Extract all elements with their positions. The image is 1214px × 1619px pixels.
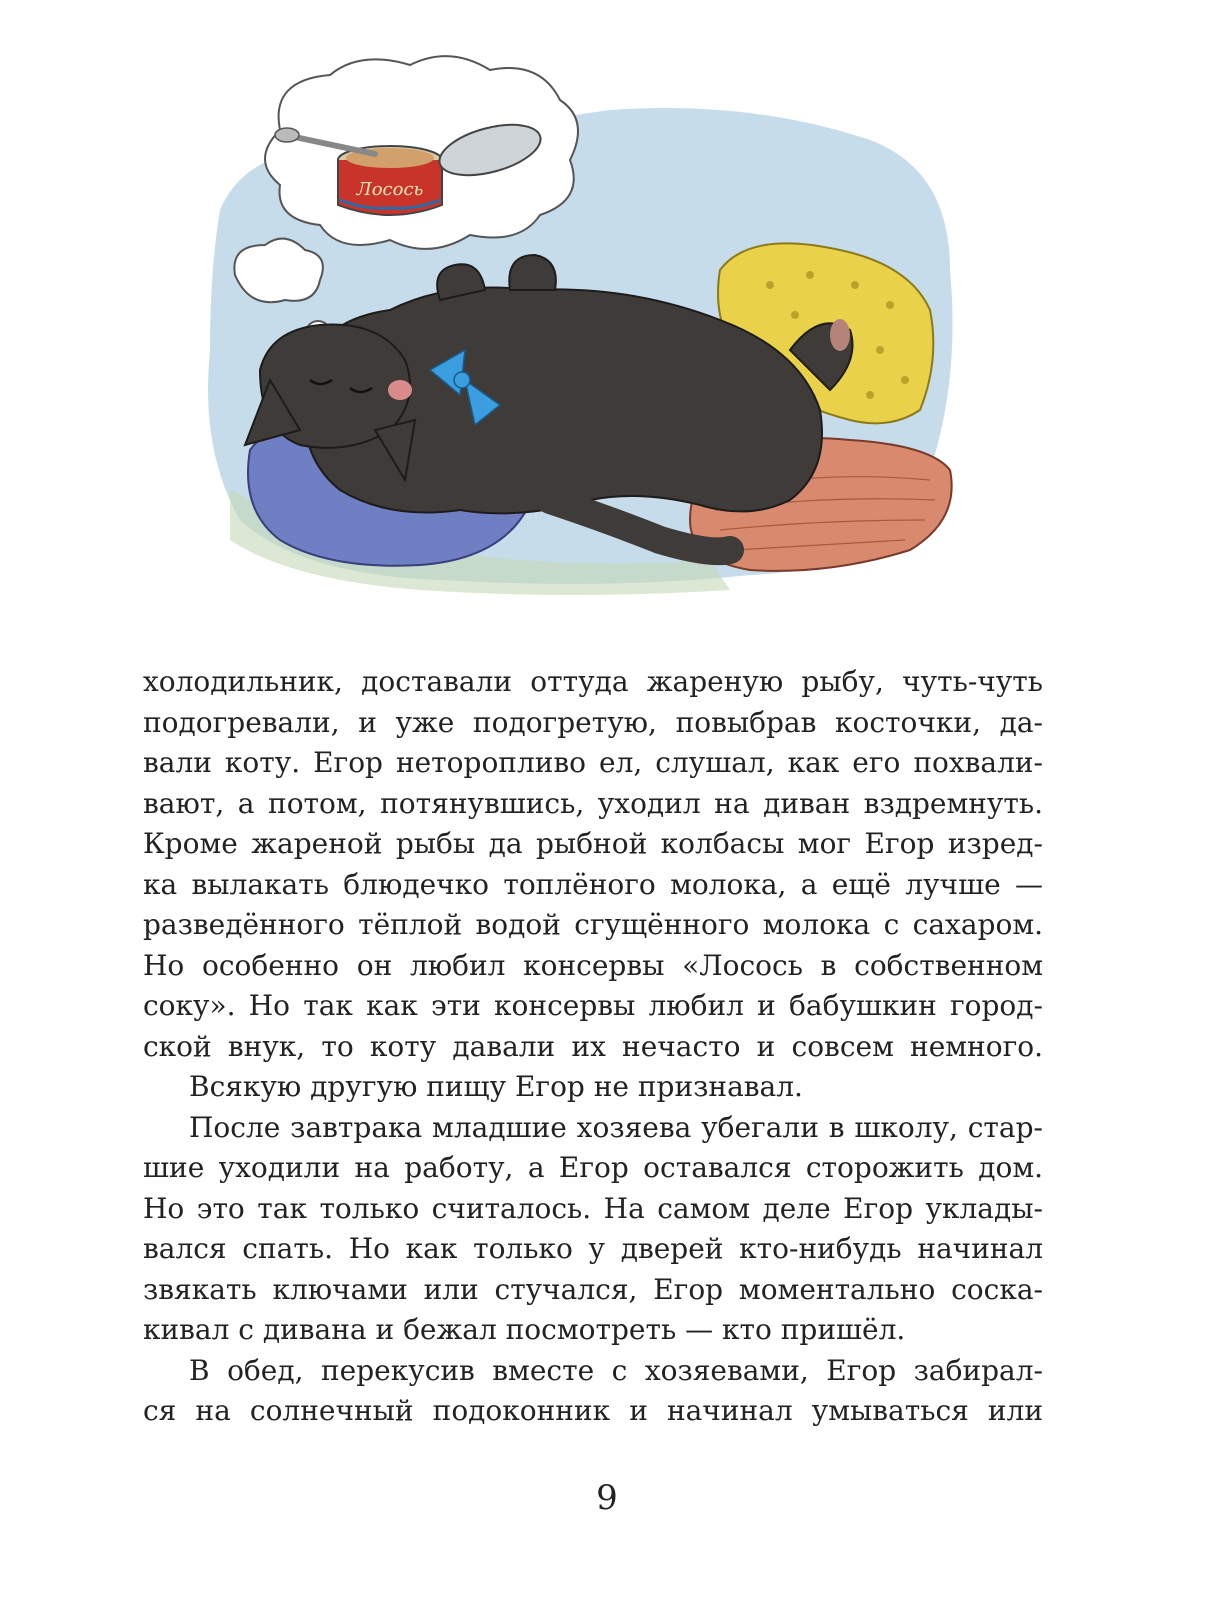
text-line: Но это так только считалось. На самом деле Егор уклады-: [143, 1191, 1043, 1225]
text-line: вали коту. Егор неторопливо ел, слушал, как его похвали-: [143, 746, 1043, 779]
text-line: разведённого тёплой водой сгущённого молока с сахаром.: [143, 908, 1043, 941]
text-line: кивал с дивана и бежал посмотреть — кто пришёл.: [143, 1313, 906, 1346]
text-line: шие уходили на работу, а Егор оставался сторожить дом.: [143, 1151, 1043, 1184]
text-line: звякать ключами или стучался, Егор моментально соска-: [143, 1272, 1043, 1306]
text-line: ка вылакать блюдечко топлёного молока, а ещё лучше —: [143, 867, 1043, 901]
can-label: Лосось: [356, 179, 424, 200]
text-line: Кроме жареной рыбы да рыбной колбасы мог Егор изред-: [143, 827, 1043, 860]
text-line: вают, а потом, потянувшись, уходил на диван вздремнуть.: [143, 786, 1043, 820]
text-line: В обед, перекусив вместе с хозяевами, Егор забирал-: [189, 1353, 1043, 1387]
text-line: После завтрака младшие хозяева убегали в школу, стар-: [189, 1110, 1043, 1144]
text-line: Всякую другую пищу Егор не признавал.: [189, 1070, 803, 1103]
text-line: Но особенно он любил консервы «Лосось в собственном: [143, 948, 1043, 982]
text-line: ся на солнечный подоконник и начинал умываться или: [143, 1394, 1043, 1427]
sleeping-cat-illustration: [190, 50, 990, 610]
text-line: холодильник, доставали оттуда жареную рыбу, чуть-чуть: [143, 665, 1043, 698]
text-line: вался спать. Но как только у дверей кто-нибудь начинал: [143, 1232, 1043, 1265]
text-line: ской внук, то коту давали их нечасто и совсем немного.: [143, 1029, 1043, 1063]
body-text: [143, 662, 1043, 1432]
text-line: подогревали, и уже подогретую, повыбрав косточки, да-: [143, 705, 1043, 739]
text-line: соку». Но так как эти консервы любил и бабушкин город-: [143, 989, 1043, 1022]
page-number: 9: [596, 1478, 618, 1518]
